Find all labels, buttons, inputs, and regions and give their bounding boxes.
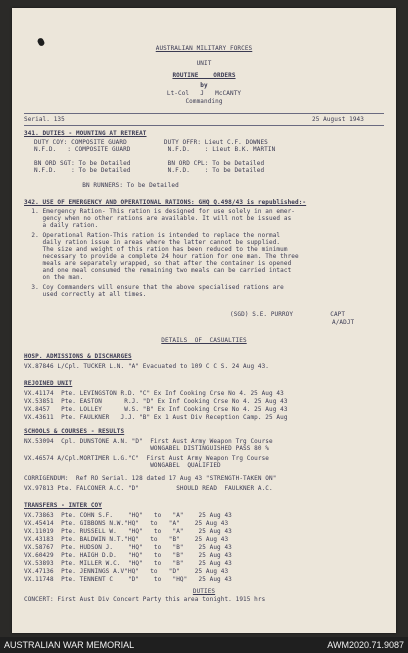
unit-label: UNIT: [196, 60, 212, 67]
by-label: by: [200, 82, 208, 89]
transfer-row: VX.73863 Pte. COHN S.F. "HQ" to "A" 25 Aug 43: [24, 512, 232, 519]
rations-line: 3. Coy Commanders will ensure that the above specialised rations are: [24, 284, 284, 291]
transfer-row: VX.47136 Pte. JENNINGS A.V"HQ" to "D" 25 Aug 43: [24, 568, 229, 575]
routine-orders-title: ROUTINE ORDERS: [172, 72, 236, 79]
duties-heading: 341. DUTIES - MOUNTING AT RETREAT: [24, 130, 147, 137]
rejoined-row: VX.53851 Pte. EASTON R.J. "D" Ex Inf Cooking Crse No 4. 25 Aug 43: [24, 398, 288, 405]
rations-line: necessary to provide a complete 24 hour ration for one man. The three: [24, 253, 299, 260]
rations-line: 2. Operational Ration-This ration is intended to replace the normal: [24, 232, 281, 239]
footer-accession-number: AWM2020.71.9087: [327, 640, 404, 650]
concert-line: CONCERT: First Aust Div Concert Party this area tonight. 1915 hrs: [24, 596, 266, 603]
order-date: 25 August 1943: [312, 116, 364, 123]
commander-name: Lt-Col J McCANTY: [166, 90, 242, 97]
rations-line: The size and weight of this ration has been reduced to the minimum: [24, 246, 288, 253]
duty-line: BN ORD SGT: To be Detailed BN ORD CPL: To be Detailed: [34, 160, 265, 167]
transfer-row: VX.60429 Pte. HAIGH D.D. "HQ" to "B" 25 Aug 43: [24, 552, 232, 559]
duty-line: BN RUNNERS: To be Detailed: [34, 182, 179, 189]
schools-row: VX.46574 A/Cpl.MORTIMER L.G."C" First Aust Army Weapon Trg Course: [24, 455, 270, 462]
transfer-row: VX.43183 Pte. BALDWIN N.T."HQ" to "B" 25 Aug 43: [24, 536, 229, 543]
corrigendum-line: CORRIGENDUM: Ref RO Serial. 128 dated 17 Aug 43 "STRENGTH-TAKEN ON": [24, 475, 277, 482]
rejoined-row: VX.43611 Pte. FAULKNER J.J. "B" Ex 1 Aust Div Reception Camp. 25 Aug: [24, 414, 288, 421]
duty-line: DUTY COY: COMPOSITE GUARD DUTY OFFR: Lieut C.F. DOWNES: [34, 139, 268, 146]
transfer-row: VX.11748 Pte. TENNENT C "D" to "HQ" 25 Aug 43: [24, 576, 232, 583]
schools-heading: SCHOOLS & COURSES - RESULTS: [24, 428, 125, 435]
archive-footer: [0, 637, 408, 653]
hosp-line: VX.87846 L/Cpl. TUCKER L.N. "A" Evacuated to 109 C C S. 24 Aug 43.: [24, 363, 270, 370]
rations-line: used correctly at all times.: [24, 291, 147, 298]
rations-heading: 342. USE OF EMERGENCY AND OPERATIONAL RATIONS: GHQ Q.498/43 is republished:-: [24, 199, 307, 206]
rations-line: on the man.: [24, 274, 84, 281]
transfer-row: VX.58767 Pte. HUDSON J. "HQ" to "B" 25 Aug 43: [24, 544, 232, 551]
rations-line: gency when no other rations are available. It will not be issued as: [24, 215, 292, 222]
duty-line: N.F.D. : To be Detailed N.F.D. : To be Detailed: [34, 167, 265, 174]
schools-row: NX.53094 Cpl. DUNSTONE A.N. "D" First Aust Army Weapon Trg Course: [24, 438, 273, 445]
rations-line: 1. Emergency Ration- This ration is designed for use solely in an emer-: [24, 208, 295, 215]
corrigendum-line: VX.97813 Pte. FALCONER A.C. "D" SHOULD READ FAULKNER A.C.: [24, 485, 273, 492]
serial-number: Serial. 135: [24, 116, 65, 123]
rations-line: daily ration issue in areas where the latter cannot be supplied.: [24, 239, 281, 246]
hosp-heading: HOSP. ADMISSIONS & DISCHARGES: [24, 353, 132, 360]
schools-row: WONGABEL DISTINGUISHED PASS 80 %: [24, 445, 270, 452]
forces-title: AUSTRALIAN MILITARY FORCES: [155, 45, 253, 52]
rations-line: a daily ration.: [24, 222, 99, 229]
rejoined-row: VX.8457 Pte. LOLLEY W.S. "B" Ex Inf Cooking Crse No 4. 25 Aug 43: [24, 406, 288, 413]
duty-line: N.F.D. : COMPOSITE GUARD N.F.D. : Lieut B.K. MARTIN: [34, 146, 276, 153]
rejoined-heading: REJOINED UNIT: [24, 380, 73, 387]
signature-line: (SGD) S.E. PURROY CAPT: [230, 311, 346, 318]
divider: [24, 125, 384, 126]
commanding-label: Commanding: [185, 98, 223, 105]
rations-line: and one meal consumed the remaining two meals can be carried intact: [24, 267, 292, 274]
duties2-heading: DUTIES: [192, 588, 216, 595]
casualties-heading: DETAILS OF CASUALTIES: [161, 337, 247, 344]
transfer-row: VX.45414 Pte. GIBBONS N.W."HQ" to "A" 25 Aug 43: [24, 520, 229, 527]
footer-institution: AUSTRALIAN WAR MEMORIAL: [4, 640, 135, 650]
signature-title: A/ADJT: [332, 319, 355, 326]
transfers-heading: TRANSFERS - INTER COY: [24, 502, 102, 509]
document-page: [12, 8, 396, 633]
divider: [24, 113, 384, 114]
transfer-row: VX.11019 Pte. RUSSELL W. "HQ" to "A" 25 Aug 43: [24, 528, 232, 535]
rejoined-row: VX.41174 Pte. LEVINGSTON R.D. "C" Ex Inf Cooking Crse No 4. 25 Aug 43: [24, 390, 284, 397]
transfer-row: VX.53893 Pte. MILLER W.C. "HQ" to "B" 25 Aug 43: [24, 560, 232, 567]
rations-line: meals are separately wrapped, so that after the container is opened: [24, 260, 292, 267]
schools-row: WONGABEL QUALIFIED: [24, 462, 221, 469]
